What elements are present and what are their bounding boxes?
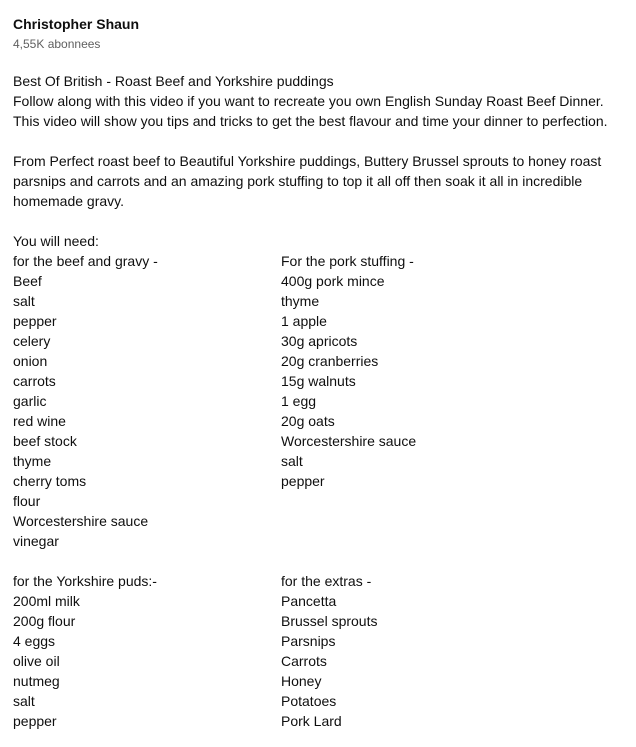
list-item: 15g walnuts <box>281 373 356 389</box>
list-item: olive oil <box>13 653 60 669</box>
list-item: vinegar <box>13 533 59 549</box>
list-heading: for the Yorkshire puds:- <box>13 573 157 589</box>
list-item: thyme <box>281 293 320 309</box>
list-item: carrots <box>13 373 56 389</box>
list-item: cherry toms <box>13 473 87 489</box>
pork-stuffing-list <box>281 251 633 551</box>
list-item: 1 egg <box>281 393 317 409</box>
list-heading: for the beef and gravy - <box>13 253 158 269</box>
list-item: pepper <box>13 313 57 329</box>
list-item: 20g cranberries <box>281 353 379 369</box>
subscriber-count: 4,55K abonnees <box>13 37 101 51</box>
ingredients-block-2 <box>13 571 633 731</box>
description-paragraph: Follow along with this video if you want to recreate you own English Sunday Roast Beef Dinner. This video will show you tips and tricks to get the best flavour and time your dinner to perfection. <box>13 93 608 129</box>
list-item: salt <box>13 293 35 309</box>
yorkshire-puds-list <box>13 571 281 731</box>
list-item: 400g pork mince <box>281 273 385 289</box>
list-item: salt <box>13 693 35 709</box>
list-item: Potatoes <box>281 693 337 709</box>
list-item: pepper <box>13 713 57 729</box>
extras-list <box>281 571 633 731</box>
beef-gravy-list <box>13 251 281 551</box>
list-item: 20g oats <box>281 413 335 429</box>
list-item: thyme <box>13 453 52 469</box>
list-item: Pancetta <box>281 593 337 609</box>
channel-info <box>13 14 139 53</box>
list-item: Carrots <box>281 653 327 669</box>
list-item: 4 eggs <box>13 633 56 649</box>
list-item: flour <box>13 493 41 509</box>
list-heading: for the extras - <box>281 573 372 589</box>
list-heading: For the pork stuffing - <box>281 253 414 269</box>
list-item: beef stock <box>13 433 77 449</box>
list-item: Parsnips <box>281 633 336 649</box>
list-item: nutmeg <box>13 673 60 689</box>
list-item: 200g flour <box>13 613 76 629</box>
list-item: onion <box>13 353 48 369</box>
video-description <box>13 71 633 731</box>
list-item: Honey <box>281 673 322 689</box>
list-item: celery <box>13 333 51 349</box>
list-item: red wine <box>13 413 66 429</box>
list-item: pepper <box>281 473 325 489</box>
list-item: Worcestershire sauce <box>281 433 417 449</box>
list-item: 1 apple <box>281 313 327 329</box>
list-item: Pork Lard <box>281 713 342 729</box>
description-paragraph: From Perfect roast beef to Beautiful Yorkshire puddings, Buttery Brussel sprouts to honey roast parsnips and carrots and an amazing pork stuffing to top it all off then soak it all in incredible homemade gravy. <box>13 153 602 209</box>
channel-name[interactable]: Christopher Shaun <box>13 16 140 32</box>
list-item: 30g apricots <box>281 333 358 349</box>
list-item: garlic <box>13 393 47 409</box>
description-title: Best Of British - Roast Beef and Yorkshire puddings <box>13 73 334 89</box>
list-item: Beef <box>13 273 42 289</box>
list-item: Brussel sprouts <box>281 613 378 629</box>
ingredients-intro: You will need: <box>13 233 99 249</box>
ingredients-block-1 <box>13 251 633 551</box>
list-item: 200ml milk <box>13 593 80 609</box>
list-item: Worcestershire sauce <box>13 513 149 529</box>
list-item: salt <box>281 453 303 469</box>
